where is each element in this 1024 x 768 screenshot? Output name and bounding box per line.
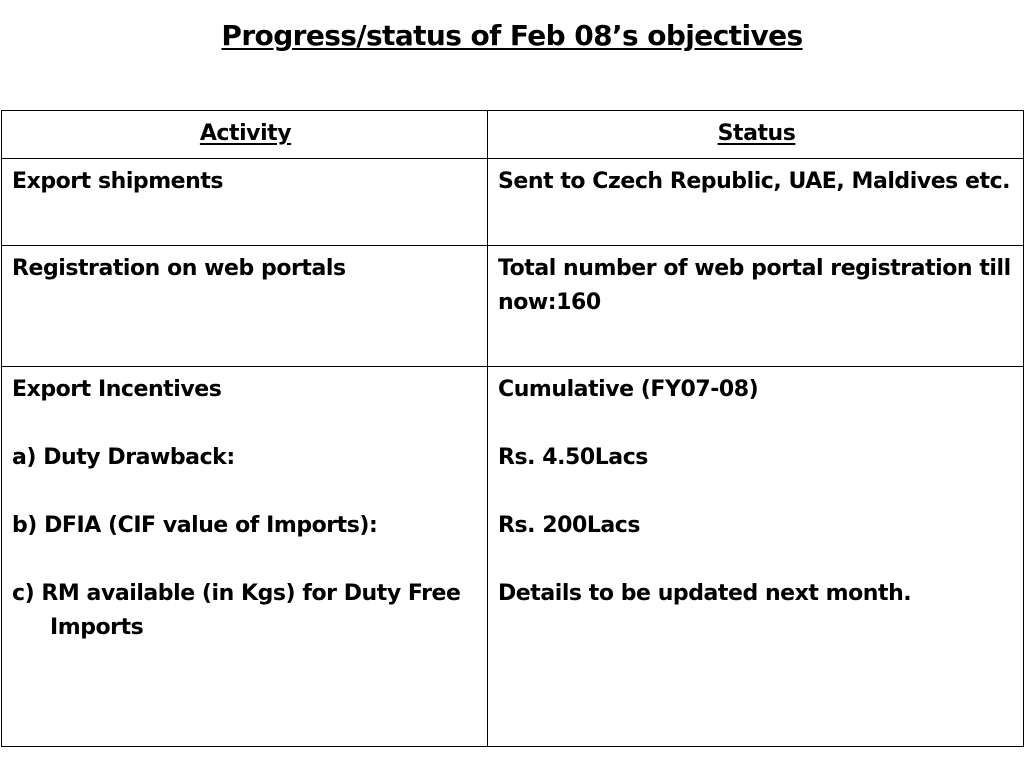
table-row — [2, 159, 1024, 246]
activity-cell: Export shipments — [2, 159, 488, 246]
table-row — [2, 246, 1024, 367]
table-row — [2, 367, 1024, 747]
column-header-activity: Activity — [2, 111, 488, 159]
activity-cell — [2, 367, 488, 747]
status-subitem: Rs. 4.50Lacs — [498, 445, 648, 470]
activity-heading: Export Incentives — [12, 377, 222, 402]
page-title: Progress/status of Feb 08’s objectives — [221, 19, 803, 52]
status-cell: Total number of web portal registration till now:160 — [488, 246, 1024, 367]
column-header-status: Status — [488, 111, 1024, 159]
status-heading: Cumulative (FY07-08) — [498, 377, 759, 402]
status-subitem: Rs. 200Lacs — [498, 513, 641, 538]
activity-subitem: b) DFIA (CIF value of Imports): — [12, 513, 378, 538]
status-subitem: Details to be updated next month. — [498, 581, 912, 606]
status-cell — [488, 367, 1024, 747]
objectives-status-table — [1, 110, 1024, 747]
activity-subitem: c) RM available (in Kgs) for Duty Free Imports — [12, 581, 461, 640]
table-header-row — [2, 111, 1024, 159]
status-cell: Sent to Czech Republic, UAE, Maldives etc. — [488, 159, 1024, 246]
activity-cell: Registration on web portals — [2, 246, 488, 367]
activity-subitem: a) Duty Drawback: — [12, 445, 235, 470]
